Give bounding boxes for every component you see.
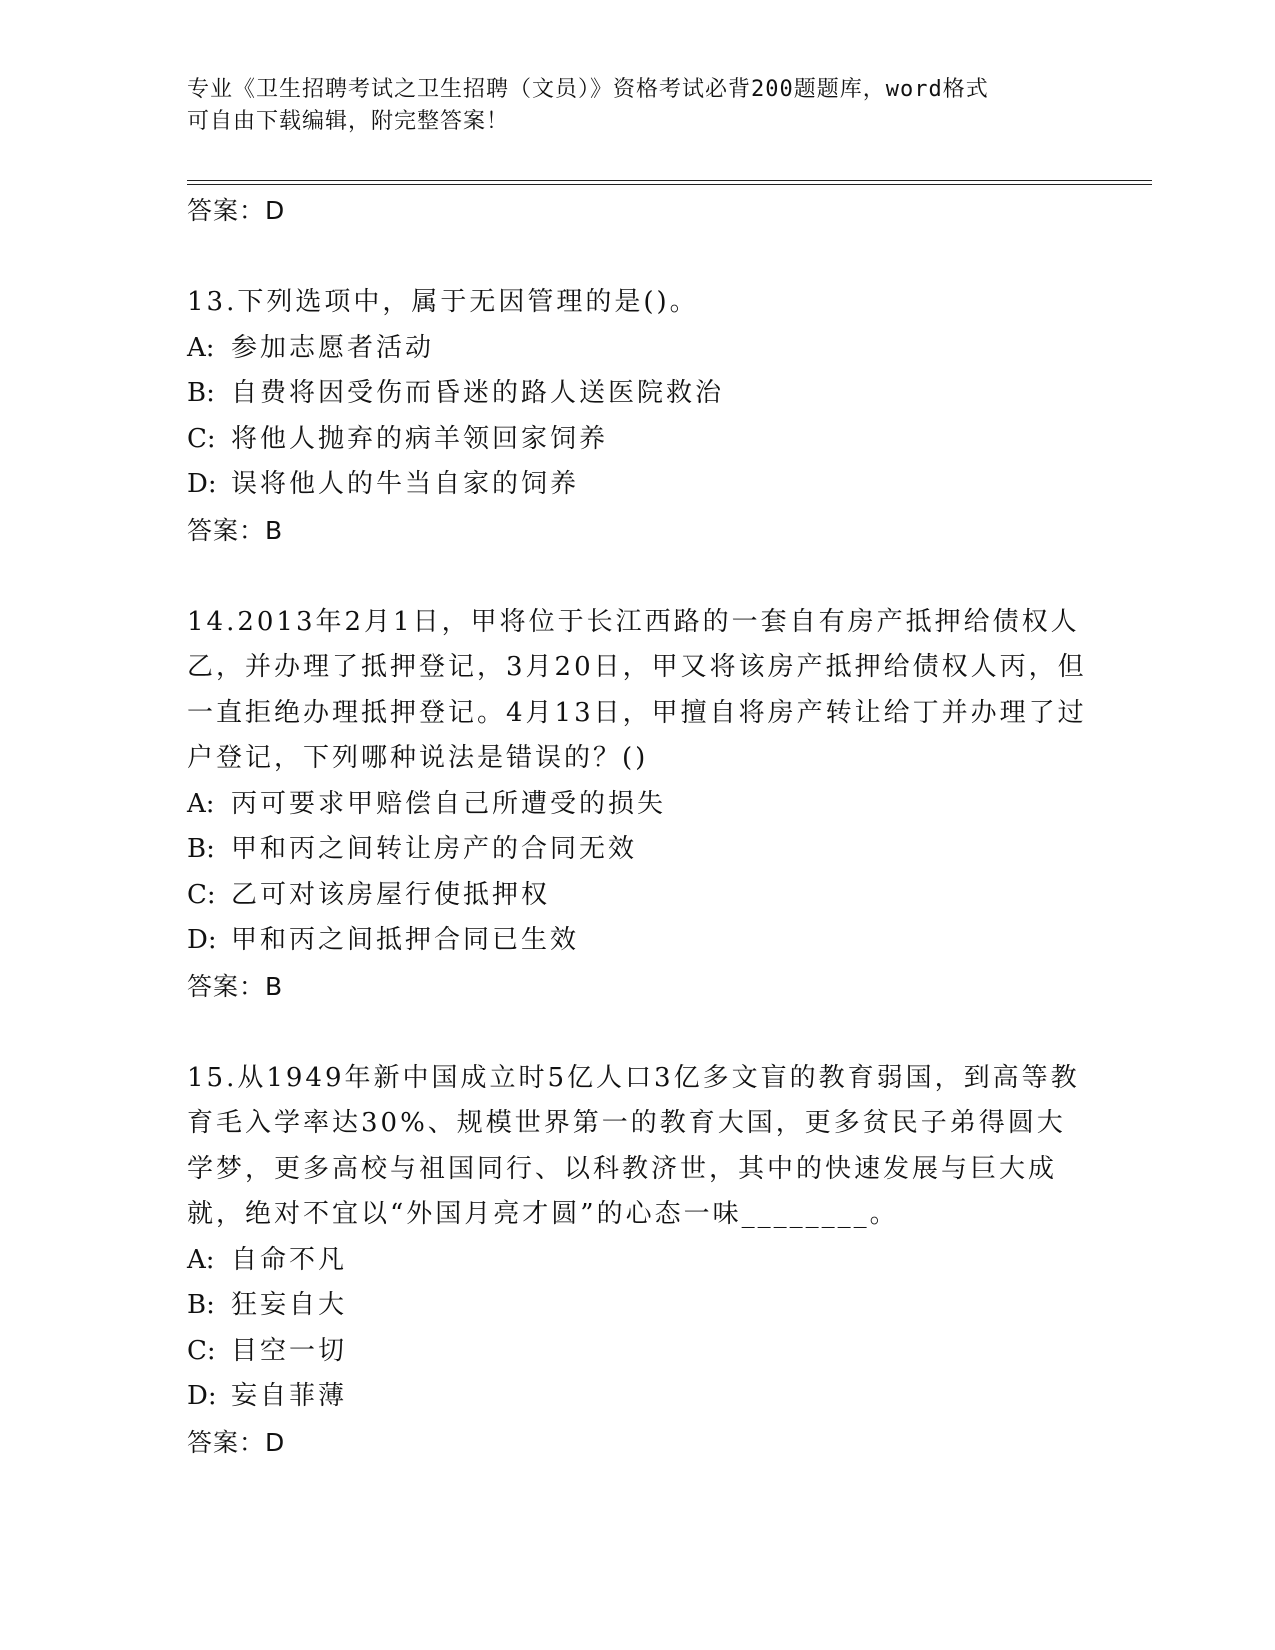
question-15: [187, 1056, 1087, 1466]
option-text: 目空一切: [231, 1335, 348, 1366]
document-header: [187, 74, 1067, 138]
spacer: [187, 554, 1087, 600]
option-c: [187, 873, 1087, 919]
option-text: 甲和丙之间抵押合同已生效: [231, 925, 580, 955]
option-text: 误将他人的牛当自家的饲养: [231, 469, 580, 499]
option-letter: D:: [187, 1381, 217, 1411]
option-text: 甲和丙之间转让房产的合同无效: [231, 834, 638, 864]
option-letter: D:: [187, 925, 217, 955]
option-text: 丙可要求甲赔偿自己所遭受的损失: [231, 788, 667, 819]
option-text: 乙可对该房屋行使抵押权: [231, 879, 551, 910]
document-body: [187, 188, 1087, 1466]
option-letter: C:: [187, 423, 216, 454]
option-text: 狂妄自大: [231, 1290, 348, 1320]
option-b: [187, 827, 1087, 873]
option-c: [187, 417, 1087, 463]
question-13: [187, 280, 1087, 554]
option-d: [187, 1374, 1087, 1420]
spacer: [187, 234, 1087, 280]
option-letter: C:: [187, 879, 216, 910]
header-title-line-2: 可自由下载编辑，附完整答案！: [187, 109, 510, 134]
question-14: [187, 600, 1087, 1010]
previous-question-answer: 答案：D: [187, 196, 286, 225]
spacer: [187, 1010, 1087, 1056]
answer: 答案：B: [187, 971, 284, 1001]
option-b: [187, 371, 1087, 417]
option-letter: B:: [187, 1290, 215, 1320]
question-text: 13.下列选项中，属于无因管理的是()。: [187, 287, 699, 317]
header-title-line-1: 专业《卫生招聘考试之卫生招聘（文员）》资格考试必背200题题库，word格式: [187, 77, 989, 102]
answer: 答案：B: [187, 515, 284, 545]
option-letter: A:: [187, 1244, 215, 1275]
header-divider-bottom: [187, 184, 1152, 185]
option-letter: B:: [187, 378, 215, 408]
option-d: [187, 462, 1087, 508]
question-text: 15.从1949年新中国成立时5亿人口3亿多文盲的教育弱国，到高等教育毛入学率达30%、规模世界第一的教育大国，更多贫民子弟得圆大学梦，更多高校与祖国同行、以科教济世，其中的快速发展与巨大成就，绝对不宜以“外国月亮才圆”的心态一味________。: [187, 1062, 1080, 1229]
option-letter: B:: [187, 834, 215, 864]
option-d: [187, 918, 1087, 964]
option-text: 参加志愿者活动: [231, 332, 435, 363]
option-a: [187, 782, 1087, 828]
option-c: [187, 1329, 1087, 1375]
option-letter: C:: [187, 1335, 216, 1366]
option-a: [187, 326, 1087, 372]
option-a: [187, 1238, 1087, 1284]
option-text: 自命不凡: [231, 1244, 348, 1275]
option-text: 妄自菲薄: [231, 1381, 348, 1411]
option-letter: A:: [187, 788, 215, 819]
option-text: 自费将因受伤而昏迷的路人送医院救治: [231, 378, 725, 408]
question-text: 14.2013年2月1日，甲将位于长江西路的一套自有房产抵押给债权人乙，并办理了抵押登记，3月20日，甲又将该房产抵押给债权人丙，但一直拒绝办理抵押登记。4月13日，甲擅自将房产转让给丁并办理了过户登记，下列哪种说法是错误的？(): [187, 606, 1087, 773]
option-letter: A:: [187, 332, 215, 363]
option-text: 将他人抛弃的病羊领回家饲养: [231, 423, 609, 454]
option-letter: D:: [187, 469, 217, 499]
option-b: [187, 1283, 1087, 1329]
answer: 答案：D: [187, 1427, 286, 1457]
header-divider-top: [187, 180, 1152, 181]
